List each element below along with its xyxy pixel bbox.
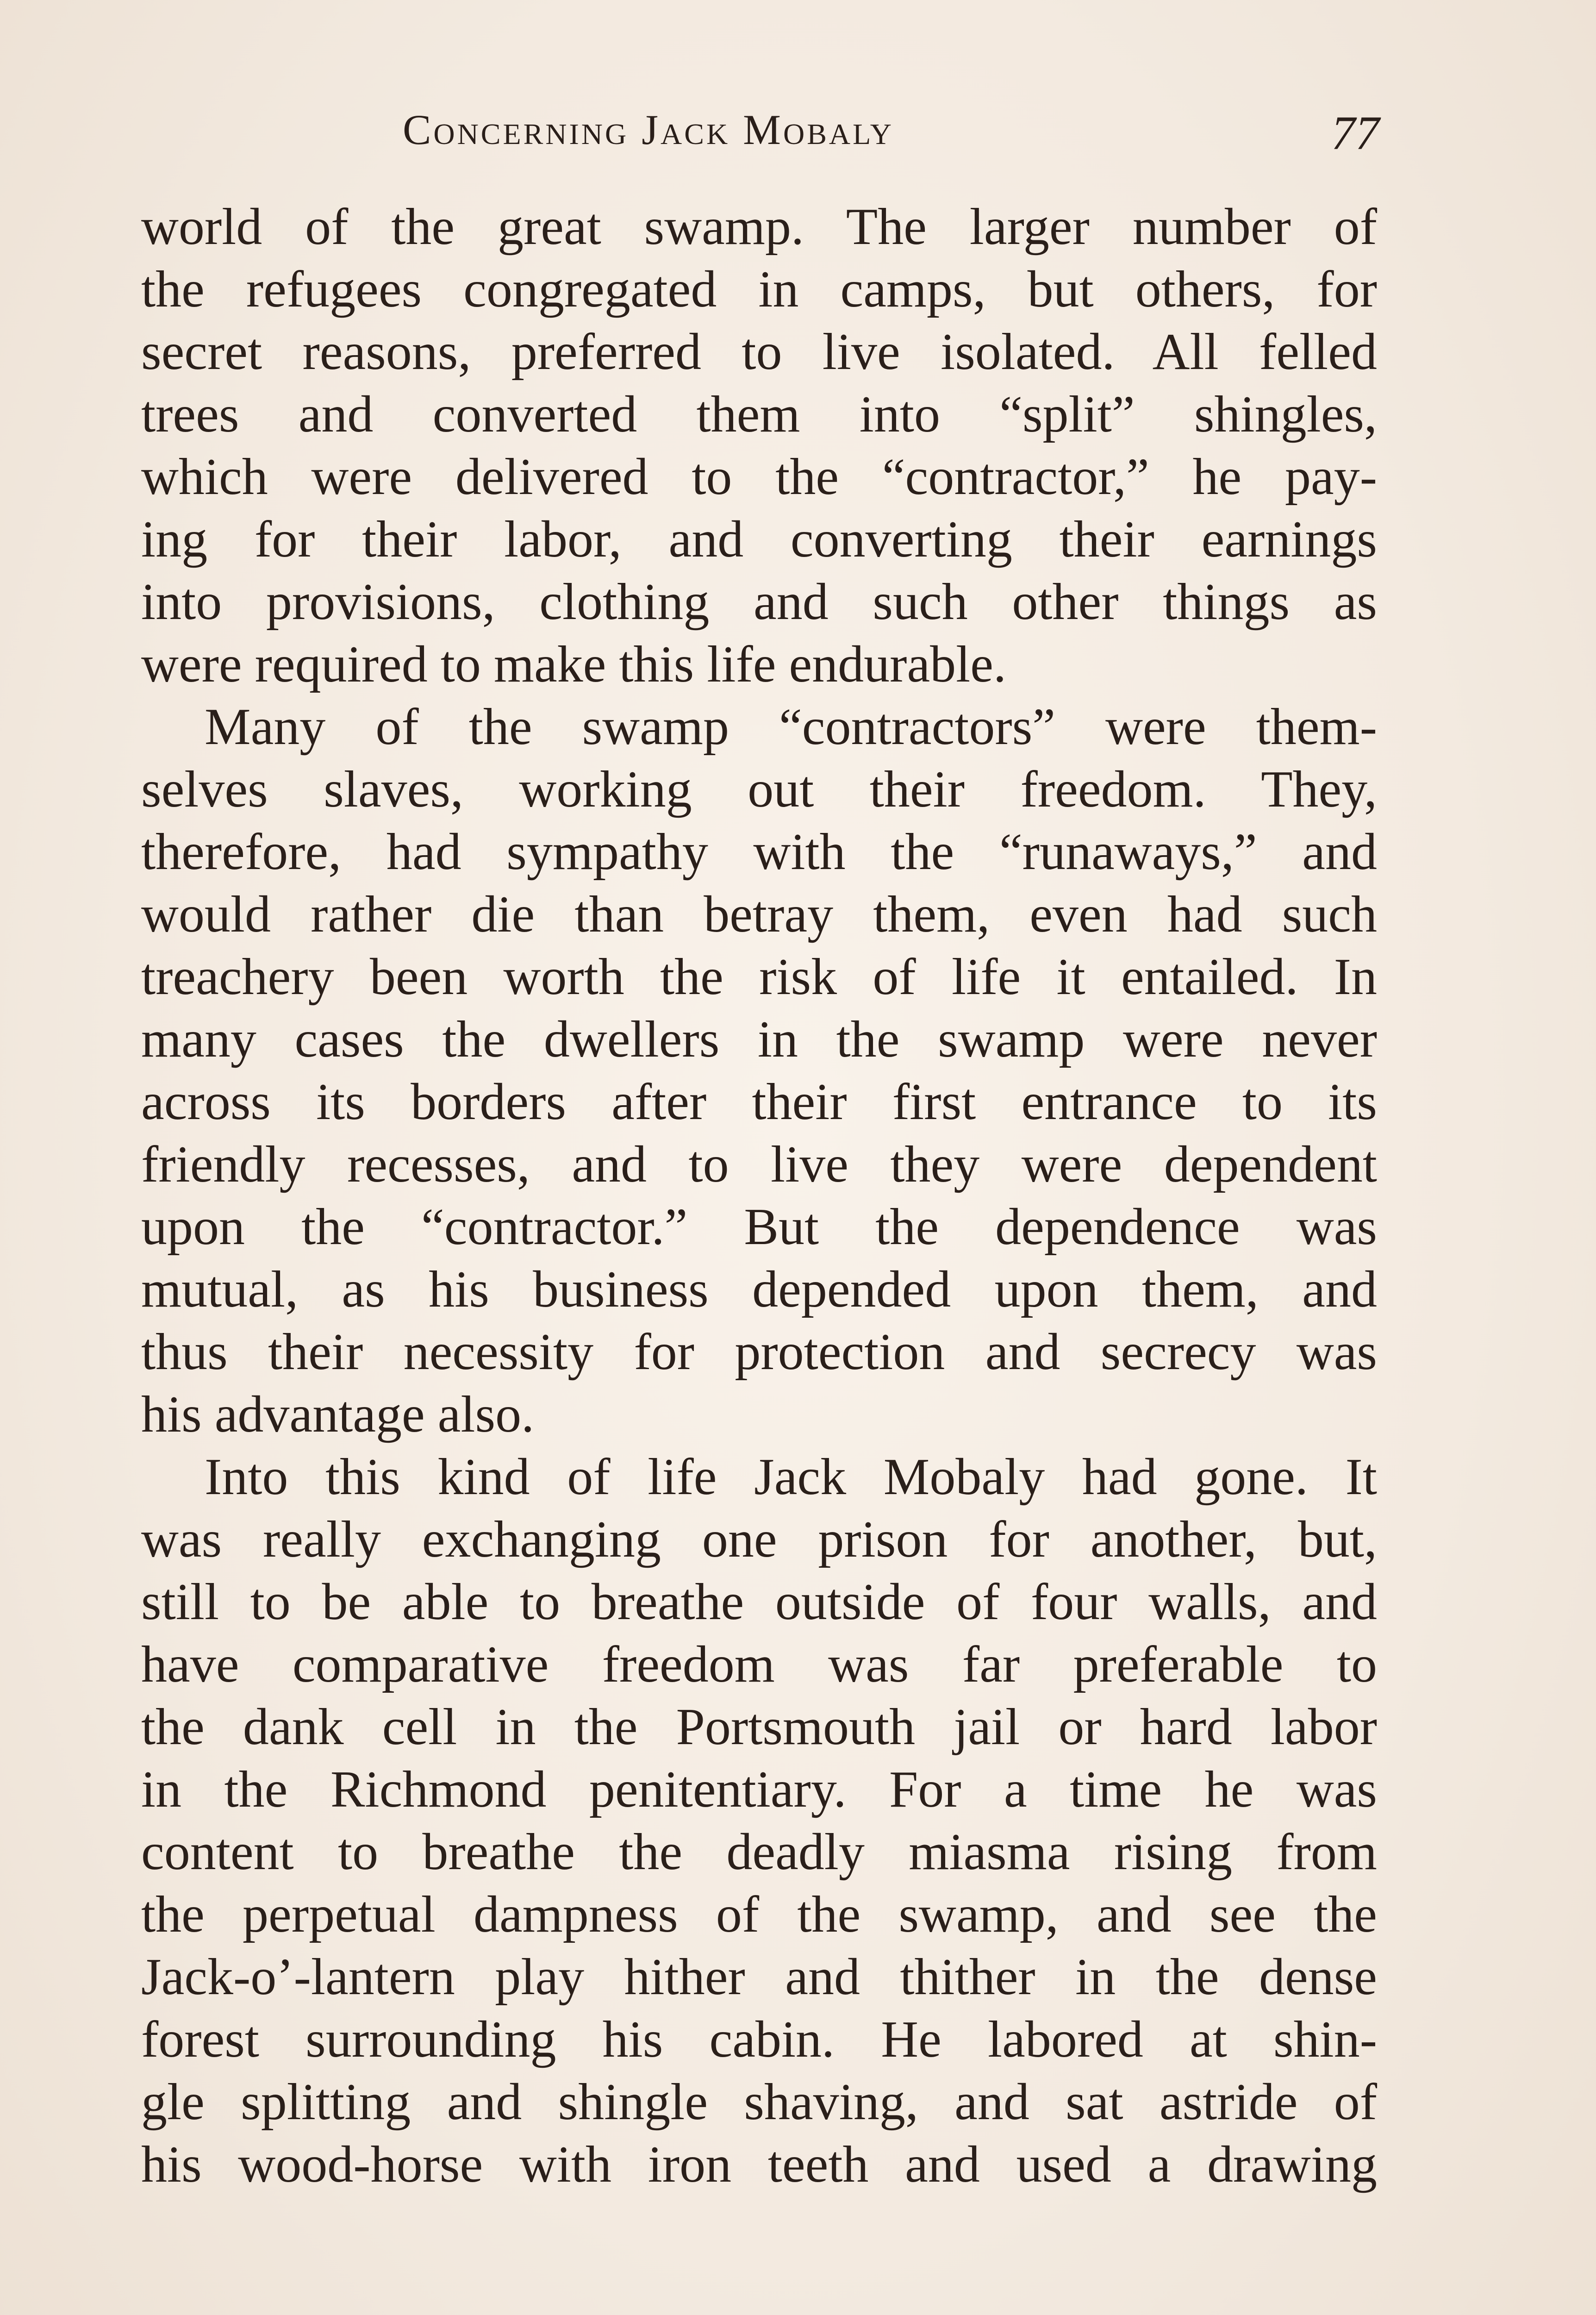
- text-line: many cases the dwellers in the swamp were never: [141, 1011, 1377, 1068]
- text-line: Into this kind of life Jack Mobaly had gone. It: [205, 1448, 1377, 1506]
- text-line: trees and converted them into “split” shingles,: [141, 386, 1377, 443]
- text-line: selves slaves, working out their freedom. They,: [141, 761, 1377, 818]
- text-line: his wood-horse with iron teeth and used a drawing: [141, 2136, 1377, 2193]
- text-line: treachery been worth the risk of life it entailed. In: [141, 948, 1377, 1006]
- text-line: have comparative freedom was far preferable to: [141, 1636, 1377, 1693]
- text-line: thus their necessity for protection and secrecy was: [141, 1323, 1377, 1381]
- text-line: was really exchanging one prison for another, but,: [141, 1511, 1377, 1568]
- text-line: secret reasons, preferred to live isolated. All felled: [141, 323, 1377, 381]
- running-head: Concerning Jack Mobaly: [403, 106, 894, 153]
- text-line: ing for their labor, and converting their earnings: [141, 511, 1377, 568]
- text-line: Many of the swamp “contractors” were them-: [205, 698, 1377, 756]
- text-line: in the Richmond penitentiary. For a time he was: [141, 1761, 1377, 1818]
- text-line: his advantage also.: [141, 1386, 535, 1443]
- text-line: the perpetual dampness of the swamp, and see the: [141, 1886, 1377, 1943]
- text-line: mutual, as his business depended upon them, and: [141, 1261, 1377, 1318]
- body-text: [141, 196, 1377, 2196]
- text-line: still to be able to breathe outside of four walls, and: [141, 1573, 1377, 1631]
- text-line: upon the “contractor.” But the dependence was: [141, 1198, 1377, 1256]
- text-line: across its borders after their first entrance to its: [141, 1073, 1377, 1131]
- text-line: into provisions, clothing and such other things as: [141, 573, 1377, 631]
- page-number: 77: [1331, 106, 1379, 160]
- text-line: were required to make this life endurable.: [141, 636, 1006, 693]
- text-line: the refugees congregated in camps, but others, for: [141, 261, 1377, 318]
- text-line: therefore, had sympathy with the “runaways,” and: [141, 823, 1377, 881]
- text-line: content to breathe the deadly miasma rising from: [141, 1823, 1377, 1881]
- text-line: Jack-o’-lantern play hither and thither in the dense: [141, 1948, 1377, 2006]
- text-line: gle splitting and shingle shaving, and sat astride of: [141, 2073, 1377, 2131]
- page-header: [139, 100, 1379, 160]
- text-line: world of the great swamp. The larger number of: [141, 198, 1377, 256]
- text-line: friendly recesses, and to live they were dependent: [141, 1136, 1377, 1193]
- text-line: would rather die than betray them, even had such: [141, 886, 1377, 943]
- text-line: forest surrounding his cabin. He labored at shin-: [141, 2011, 1377, 2068]
- text-line: the dank cell in the Portsmouth jail or hard labor: [141, 1698, 1377, 1756]
- text-line: which were delivered to the “contractor,” he pay-: [141, 448, 1377, 506]
